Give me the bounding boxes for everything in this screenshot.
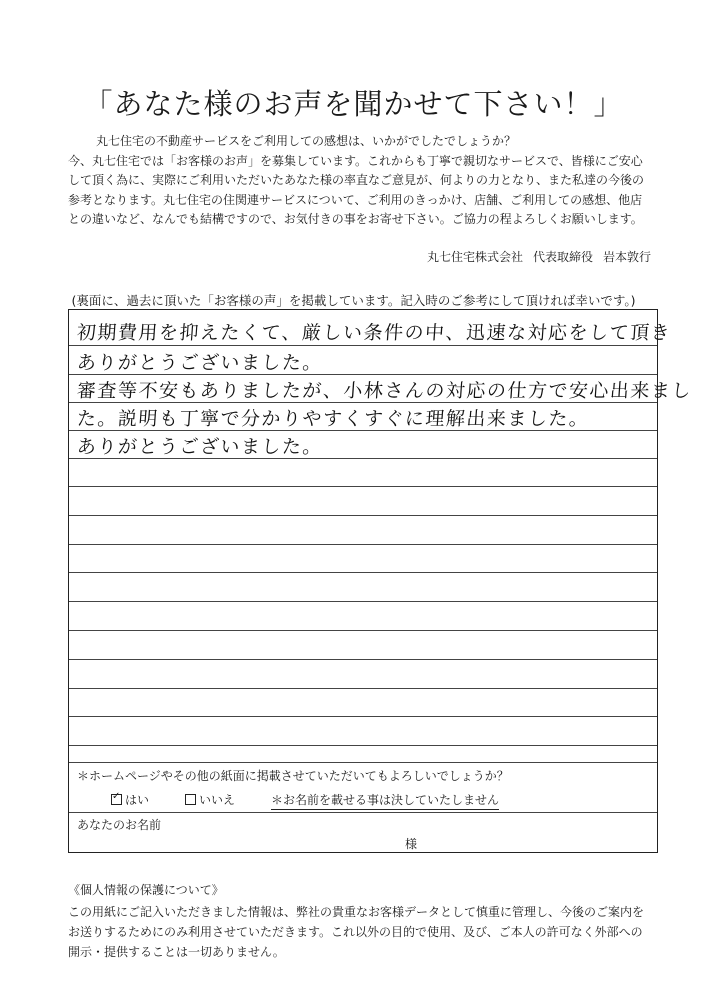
ruled-line [69,544,657,545]
ruled-line [69,659,657,660]
intro-line: 参考となります。丸七住宅の住関連サービスについて、ご利用のきっかけ、店舗、ご利用しての感想、他店 [68,192,643,207]
publish-permission [69,762,657,813]
privacy-line: この用紙にご記入いただきました情報は、弊社の貴重なお客様データとして慎重に管理し、今後のご案内を [68,905,645,919]
handwritten-line: ありがとうございました。 [76,352,324,374]
name-field[interactable] [69,812,657,853]
signer-name: 岩本敦行 [602,250,651,264]
checkbox-yes[interactable] [111,794,122,805]
handwritten-line: 審査等不安もありましたが、小林さんの対応の仕方で安心出来まし [76,380,693,402]
privacy-section [68,880,668,962]
name-label: あなたのお名前 [77,818,162,832]
option-yes-label: はい [125,793,150,807]
ruled-line [69,630,657,631]
intro-line: して頂く為に、実際にご利用いただいたあなた様の率直なご意見が、何よりの力となり、また私達の今後の [68,173,645,187]
checkbox-no[interactable] [185,794,196,805]
ruled-line [69,572,657,573]
ruled-line [69,515,657,516]
ruled-line [69,345,657,346]
signer-role: 代表取締役 [532,250,593,264]
ruled-line [69,688,657,689]
privacy-line: 開示・提供することは一切ありません。 [68,945,285,959]
handwritten-line: 初期費用を抑えたくて、厳しい条件の中、迅速な対応をして頂き [76,322,672,344]
feedback-form [68,309,693,853]
option-yes[interactable] [111,791,149,808]
handwritten-line: た。説明も丁寧で分かりやすくすぐに理解出来ました。 [76,408,591,430]
privacy-heading: 《個人情報の保護について》 [68,883,224,897]
intro-line: との違いなど、なんでも結構ですので、お気付きの事をお寄せ下さい。ご協力の程よろしくお願いします。 [68,212,643,226]
permission-question: ＊ホームページやその他の紙面に掲載させていただいてもよろしいでしょうか？ [77,769,509,783]
intro-text [68,132,658,230]
honorific-suffix: 様 [405,837,418,851]
signature [417,248,651,265]
page-title: 「あなた様のお声を聞かせて下さい！」 [83,87,624,121]
handwritten-line: ありがとうございました。 [76,436,324,458]
privacy-line: お送りするためにのみ利用させていただきます。これ以外の目的で使用、及び、ご本人の許可なく外部への [68,925,643,939]
ruled-writing-area[interactable] [69,310,693,762]
option-no[interactable] [185,791,235,808]
ruled-line [69,716,657,717]
intro-line: 丸七住宅の不動産サービスをご利用しての感想は、いかがでしたでしょうか？ [96,134,517,148]
option-no-label: いいえ [199,793,236,807]
name-not-published-note: ＊お名前を載せる事は決していたしません [271,791,499,810]
ruled-line [69,745,657,746]
ruled-line [69,486,657,487]
company-name: 丸七住宅株式会社 [426,250,523,264]
reference-note: (裏面に、過去に頂いた「お客様の声」を掲載しています。記入時のご参考にして頂ければ幸いです。) [71,293,636,308]
intro-line: 今、丸七住宅では「お客様のお声」を募集しています。これからも丁寧で親切なサービスで、皆様にご安心 [68,153,643,168]
ruled-line [69,601,657,602]
